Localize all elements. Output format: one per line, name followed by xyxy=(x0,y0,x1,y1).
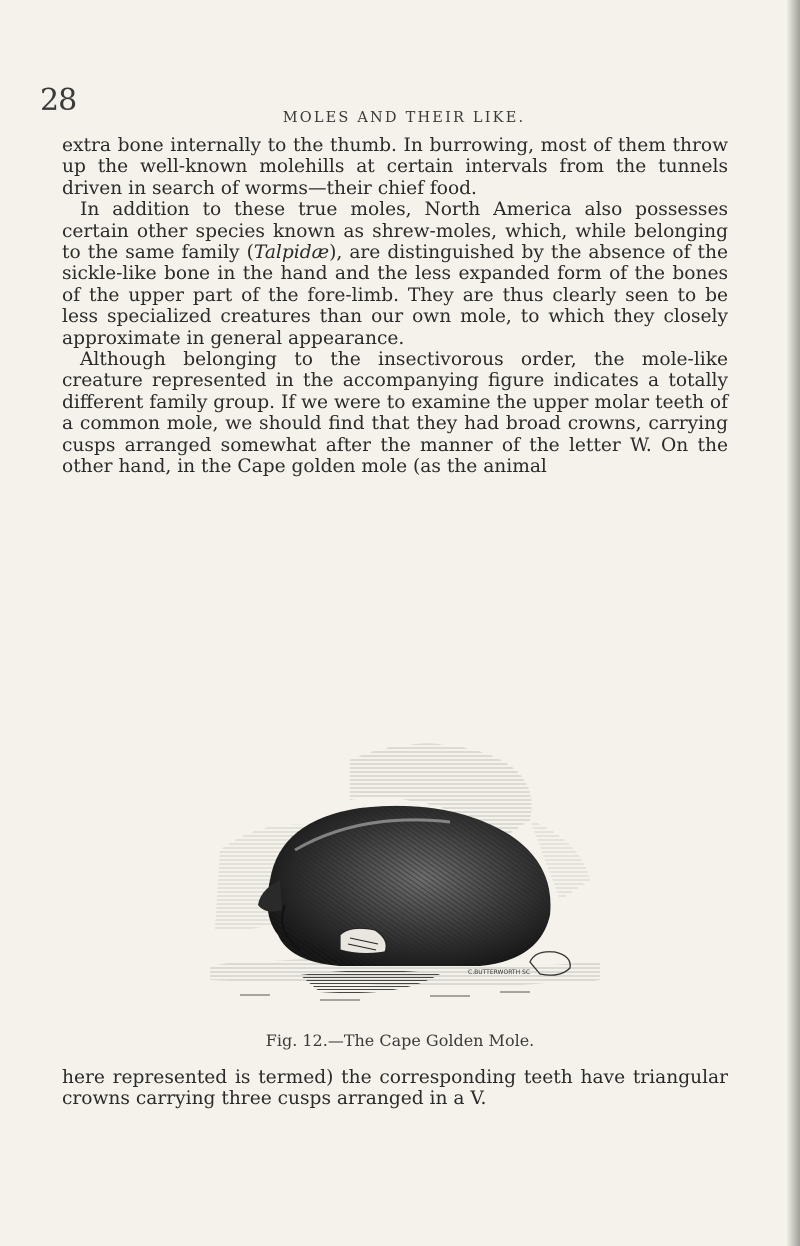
body-text xyxy=(62,135,728,478)
paragraph-2-text-b: ), are distinguished by the absence of the sickle-like bone in the hand and the less expanded form of the bones of the upper part of the fore-limb. They are thus clearly seen to be less specialized creatures than our own mole, to which they closely approximate in general appearance. xyxy=(62,242,729,349)
page-number: 28 xyxy=(40,83,77,118)
paragraph-4: here represented is termed) the corresponding teeth have triangular crowns carrying three cusps arranged in a V. xyxy=(62,1067,728,1110)
page-edge-shadow xyxy=(786,0,800,1246)
paragraph-1: extra bone internally to the thumb. In burrowing, most of them throw up the well-known molehills at certain intervals from the tunnels driven in search of worms—their chief food. xyxy=(62,135,728,199)
paragraph-3: Although belonging to the insectivorous order, the mole-like creature represented in the accompanying figure indicates a totally different family group. If we were to examine the upper molar teeth of a common mole, we should find that they had broad crowns, carrying cusps arranged somewhat after the manner of the letter W. On the other hand, in the Cape golden mole (as the animal xyxy=(62,349,728,478)
paragraph-2 xyxy=(62,199,728,349)
running-title: MOLES AND THEIR LIKE. xyxy=(282,110,526,126)
engraver-signature: C.BUTTERWORTH SC xyxy=(468,969,531,976)
paragraph-2-text-a: In addition to these true moles, North America also possesses certain other species known as shrew-moles, which, while belonging to the same family ( xyxy=(62,199,728,264)
figure-illustration xyxy=(200,730,610,1020)
family-name-italic: Talpidæ xyxy=(253,242,330,264)
figure-caption: Fig. 12.—The Cape Golden Mole. xyxy=(265,1031,535,1050)
golden-mole-engraving xyxy=(200,730,610,1020)
